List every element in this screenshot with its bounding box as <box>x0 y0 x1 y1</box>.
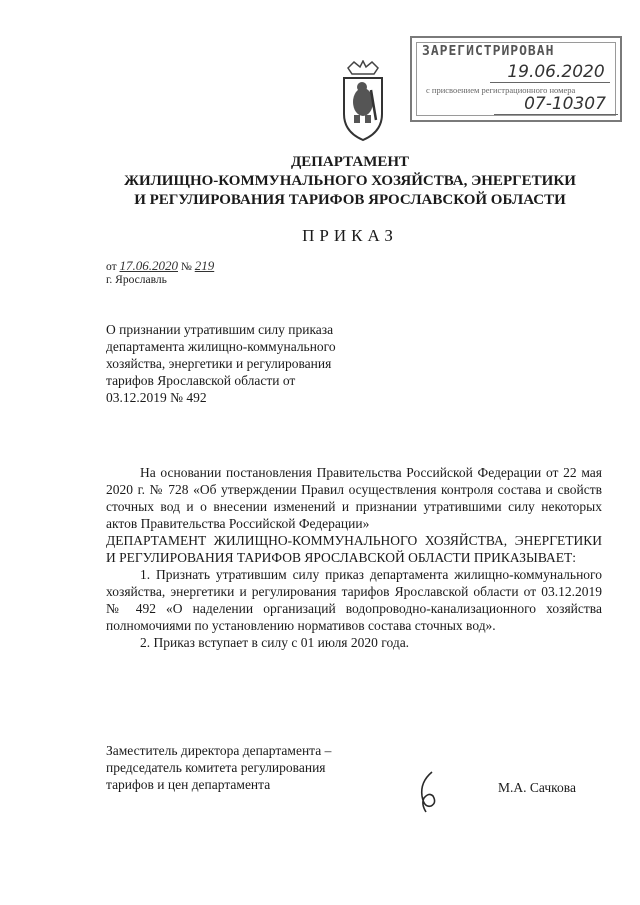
order-number: 219 <box>194 258 215 273</box>
order-preamble: На основании постановления Правительства Российской Федерации от 22 мая 2020 г. № 728 «Об утверждении Правил осуществления контроля состава и свойств сточных вод и о внесении изменений и признании утратившими силу некоторых актов Правительства Российской Федерации» <box>106 465 602 531</box>
signatory-position <box>106 742 366 793</box>
stamp-divider <box>490 82 610 83</box>
coat-of-arms-icon <box>338 60 388 144</box>
stamp-divider <box>494 114 618 115</box>
signatory-position-line: тарифов и цен департамента <box>106 777 271 792</box>
order-item-2: 2. Приказ вступает в силу с 01 июля 2020 года. <box>140 635 410 650</box>
department-heading-line: И РЕГУЛИРОВАНИЯ ТАРИФОВ ЯРОСЛАВСКОЙ ОБЛАСТИ <box>134 192 566 208</box>
stamp-title: ЗАРЕГИСТРИРОВАН <box>422 44 555 59</box>
order-title: ПРИКАЗ <box>302 226 398 245</box>
stamp-date: 19.06.2020 <box>507 62 605 82</box>
department-heading <box>110 153 590 210</box>
department-heading-line: ДЕПАРТАМЕНТ <box>290 154 410 170</box>
order-date-number <box>106 258 406 274</box>
handwritten-signature-icon <box>414 770 442 814</box>
stamp-caption: с присвоением регистрационного номера <box>426 85 576 95</box>
number-label: № <box>180 261 192 273</box>
stamp-number: 07-10307 <box>524 94 606 114</box>
order-date: 17.06.2020 <box>119 258 178 273</box>
department-heading-line: ЖИЛИЩНО-КОММУНАЛЬНОГО ХОЗЯЙСТВА, ЭНЕРГЕТИКИ <box>124 173 576 189</box>
order-city: г. Ярославль <box>106 274 167 286</box>
order-subject: О признании утратившим силу приказа департамента жилищно-коммунального хозяйства, энергетики и регулирования тарифов Ярославской области от 03.12.2019 № 492 <box>106 322 336 405</box>
order-meta <box>106 258 406 286</box>
registration-stamp <box>410 36 622 122</box>
signatory-name: М.А. Сачкова <box>498 780 576 795</box>
order-item-1: 1. Признать утратившим силу приказ департамента жилищно-коммунального хозяйства, энергетики и регулирования тарифов Ярославской области от 03.12.2019 № 492 «О наделении организаций водопроводно-канализационного хозяйства полномочиями по установлению нормативов состава сточных вод». <box>106 567 602 633</box>
order-directive: ДЕПАРТАМЕНТ ЖИЛИЩНО-КОММУНАЛЬНОГО ХОЗЯЙСТВА, ЭНЕРГЕТИКИ И РЕГУЛИРОВАНИЯ ТАРИФОВ ЯРОСЛАВСКОЙ ОБЛАСТИ ПРИКАЗЫВАЕТ: <box>106 533 602 565</box>
signatory-position-line: Заместитель директора департамента – <box>106 743 332 758</box>
from-label: от <box>106 261 117 273</box>
signatory-position-line: председатель комитета регулирования <box>106 760 326 775</box>
order-body <box>106 464 602 651</box>
